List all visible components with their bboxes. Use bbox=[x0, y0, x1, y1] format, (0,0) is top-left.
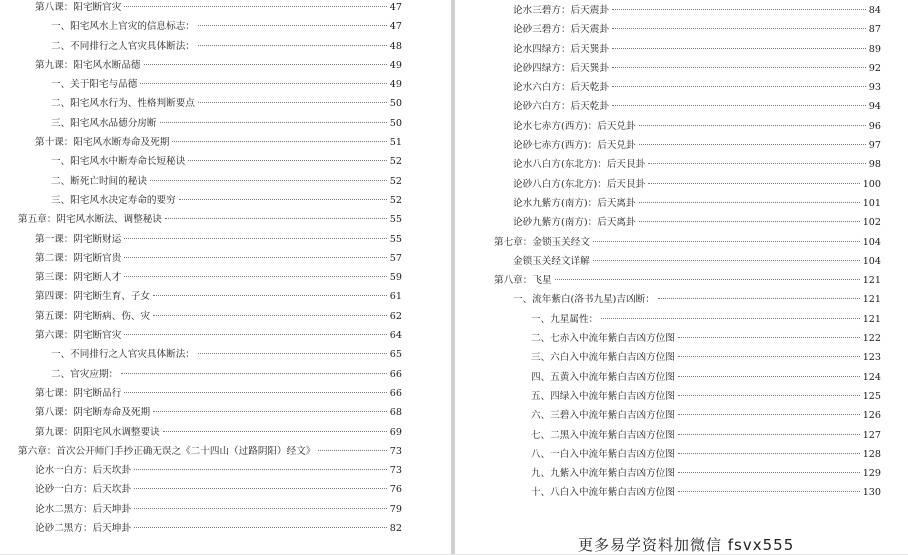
toc-entry[interactable] bbox=[455, 20, 908, 39]
toc-entry-page-number: 82 bbox=[390, 519, 402, 538]
dot-leader bbox=[678, 376, 860, 377]
toc-entry-title: 四、五黄入中流年紫白吉凶方位图 bbox=[531, 368, 675, 387]
toc-entry-title: 论水四绿方：后天巽卦 bbox=[513, 40, 609, 59]
dot-leader bbox=[639, 202, 860, 203]
toc-entry[interactable] bbox=[455, 213, 908, 232]
toc-entry-title: 第十课：阳宅风水断寿命及死期 bbox=[35, 133, 169, 152]
toc-entry-title: 论砂二黑方：后天坤卦 bbox=[35, 519, 131, 538]
dot-leader bbox=[648, 163, 866, 164]
toc-entry-title: 一、不同排行之人官灾具体断法： bbox=[51, 345, 195, 364]
toc-entry[interactable] bbox=[455, 155, 908, 174]
toc-entry[interactable] bbox=[455, 445, 908, 464]
toc-entry[interactable] bbox=[0, 365, 451, 384]
dot-leader bbox=[124, 238, 386, 239]
toc-entry-page-number: 98 bbox=[869, 155, 881, 174]
toc-entry-title: 三、阳宅风水决定寿命的要穷 bbox=[51, 191, 176, 210]
toc-entry-page-number: 50 bbox=[390, 114, 402, 133]
toc-entry-page-number: 47 bbox=[390, 0, 402, 17]
toc-entry-title: 二、七赤入中流年紫白吉凶方位图 bbox=[531, 329, 675, 348]
toc-entry[interactable] bbox=[0, 114, 451, 133]
toc-entry-title: 第七课：阴宅断品行 bbox=[35, 384, 121, 403]
toc-entry-page-number: 130 bbox=[863, 483, 881, 502]
dot-leader bbox=[678, 337, 860, 338]
toc-entry-title: 论水九紫方(南方)：后天离卦 bbox=[513, 194, 636, 213]
dot-leader bbox=[678, 356, 860, 357]
toc-entry-title: 二、不同排行之人官灾具体断法： bbox=[51, 37, 195, 56]
dot-leader bbox=[124, 6, 386, 7]
dot-leader bbox=[678, 453, 860, 454]
dot-leader bbox=[124, 334, 386, 335]
toc-entry-page-number: 73 bbox=[390, 442, 402, 461]
dot-leader bbox=[188, 160, 386, 161]
toc-entry-title: 第八章：飞星 bbox=[494, 271, 552, 290]
toc-entry[interactable] bbox=[455, 117, 908, 136]
toc-entry-title: 九、九紫入中流年紫白吉凶方位图 bbox=[531, 464, 675, 483]
toc-entry-page-number: 102 bbox=[863, 213, 881, 232]
toc-entry-title: 第四课：阴宅断生育、子女 bbox=[35, 287, 150, 306]
right-toc-list bbox=[455, 1, 908, 503]
toc-entry-title: 六、三碧入中流年紫白吉凶方位图 bbox=[531, 406, 675, 425]
left-document-page bbox=[0, 0, 451, 554]
toc-entry[interactable] bbox=[455, 464, 908, 483]
toc-entry-page-number: 76 bbox=[390, 480, 402, 499]
toc-entry-page-number: 65 bbox=[390, 345, 402, 364]
toc-entry-title: 二、断死亡时间的秘诀 bbox=[51, 172, 147, 191]
toc-entry-title: 七、二黑入中流年紫白吉凶方位图 bbox=[531, 426, 675, 445]
dot-leader bbox=[124, 276, 386, 277]
dot-leader bbox=[163, 431, 387, 432]
dot-leader bbox=[144, 64, 387, 65]
dot-leader bbox=[678, 414, 860, 415]
toc-entry-page-number: 73 bbox=[390, 461, 402, 480]
toc-entry-title: 第九课：阳宅风水断品德 bbox=[35, 56, 141, 75]
toc-entry[interactable] bbox=[455, 136, 908, 155]
dot-leader bbox=[658, 298, 860, 299]
toc-entry[interactable] bbox=[455, 290, 908, 309]
toc-entry[interactable] bbox=[0, 56, 451, 75]
toc-entry[interactable] bbox=[455, 40, 908, 59]
toc-entry[interactable] bbox=[455, 194, 908, 213]
toc-entry-page-number: 126 bbox=[863, 406, 881, 425]
dot-leader bbox=[678, 395, 860, 396]
toc-entry[interactable] bbox=[455, 175, 908, 194]
toc-entry-title: 第六章：首次公开师门手抄正确无误之《二十四山（过路阴阳）经文》 bbox=[18, 442, 315, 461]
toc-entry[interactable] bbox=[0, 500, 451, 519]
toc-entry[interactable] bbox=[0, 172, 451, 191]
toc-entry[interactable] bbox=[455, 387, 908, 406]
toc-entry-title: 二、阳宅风水行为、性格判断要点 bbox=[51, 94, 195, 113]
toc-entry-page-number: 47 bbox=[390, 17, 402, 36]
toc-entry-title: 论水三碧方：后天震卦 bbox=[513, 1, 609, 20]
toc-entry-title: 论砂六白方：后天乾卦 bbox=[513, 97, 609, 116]
dot-leader bbox=[639, 144, 866, 145]
toc-entry-title: 论砂九紫方(南方)：后天离卦 bbox=[513, 213, 636, 232]
toc-entry-title: 一、九星属性： bbox=[531, 310, 598, 329]
toc-entry[interactable] bbox=[0, 94, 451, 113]
toc-entry[interactable] bbox=[0, 152, 451, 171]
toc-entry-title: 一、阳宅风水中断寿命长短秘诀 bbox=[51, 152, 185, 171]
dot-leader bbox=[140, 83, 386, 84]
toc-entry-page-number: 79 bbox=[390, 500, 402, 519]
toc-entry-page-number: 97 bbox=[869, 136, 881, 155]
toc-entry-page-number: 129 bbox=[863, 464, 881, 483]
toc-entry[interactable] bbox=[455, 348, 908, 367]
toc-entry-page-number: 101 bbox=[863, 194, 881, 213]
toc-entry[interactable] bbox=[455, 483, 908, 502]
toc-entry[interactable] bbox=[455, 252, 908, 271]
toc-entry[interactable] bbox=[455, 329, 908, 348]
toc-entry[interactable] bbox=[0, 210, 451, 229]
toc-entry[interactable] bbox=[0, 461, 451, 480]
toc-entry-page-number: 124 bbox=[863, 368, 881, 387]
toc-entry-page-number: 128 bbox=[863, 445, 881, 464]
dot-leader bbox=[639, 125, 866, 126]
toc-entry-page-number: 122 bbox=[863, 329, 881, 348]
toc-entry[interactable] bbox=[455, 78, 908, 97]
toc-entry-page-number: 57 bbox=[390, 249, 402, 268]
toc-entry-page-number: 62 bbox=[390, 307, 402, 326]
dot-leader bbox=[124, 392, 386, 393]
toc-entry-page-number: 127 bbox=[863, 426, 881, 445]
toc-entry-title: 论水六白方：后天乾卦 bbox=[513, 78, 609, 97]
toc-entry-page-number: 52 bbox=[390, 191, 402, 210]
right-document-page bbox=[455, 0, 908, 554]
dot-leader bbox=[678, 434, 860, 435]
toc-entry[interactable] bbox=[0, 480, 451, 499]
toc-entry-title: 八、一白入中流年紫白吉凶方位图 bbox=[531, 445, 675, 464]
dot-leader bbox=[648, 183, 859, 184]
dot-leader bbox=[318, 450, 386, 451]
toc-entry[interactable] bbox=[0, 0, 451, 17]
toc-entry-page-number: 48 bbox=[390, 37, 402, 56]
dot-leader bbox=[160, 122, 387, 123]
toc-entry-title: 一、关于阳宅与品德 bbox=[51, 75, 137, 94]
toc-entry[interactable] bbox=[455, 233, 908, 252]
toc-entry[interactable] bbox=[455, 368, 908, 387]
dot-leader bbox=[612, 86, 866, 87]
dot-leader bbox=[172, 141, 386, 142]
toc-entry[interactable] bbox=[0, 37, 451, 56]
toc-entry[interactable] bbox=[0, 133, 451, 152]
toc-entry-title: 论砂三碧方：后天震卦 bbox=[513, 20, 609, 39]
toc-entry-title: 第一课：阴宅断财运 bbox=[35, 230, 121, 249]
dot-leader bbox=[555, 279, 860, 280]
toc-entry-title: 论砂八白方(东北方)：后天艮卦 bbox=[513, 175, 645, 194]
toc-entry-title: 论砂七赤方(西方)：后天兑卦 bbox=[513, 136, 636, 155]
toc-entry[interactable] bbox=[0, 442, 451, 461]
toc-entry-title: 第八课：阴宅断寿命及死期 bbox=[35, 403, 150, 422]
toc-entry-page-number: 66 bbox=[390, 384, 402, 403]
toc-entry-page-number: 89 bbox=[869, 40, 881, 59]
toc-entry-title: 第八课：阳宅断官灾 bbox=[35, 0, 121, 17]
toc-entry-page-number: 50 bbox=[390, 94, 402, 113]
dot-leader bbox=[150, 180, 387, 181]
toc-entry[interactable] bbox=[455, 97, 908, 116]
toc-entry[interactable] bbox=[455, 426, 908, 445]
left-toc-list bbox=[0, 0, 451, 538]
toc-entry-title: 论砂一白方：后天坎卦 bbox=[35, 480, 131, 499]
toc-entry-title: 第六课：阴宅断官灾 bbox=[35, 326, 121, 345]
toc-entry[interactable] bbox=[0, 326, 451, 345]
dot-leader bbox=[134, 488, 387, 489]
toc-entry-page-number: 94 bbox=[869, 97, 881, 116]
dot-leader bbox=[134, 527, 387, 528]
dot-leader bbox=[124, 257, 386, 258]
toc-entry-page-number: 69 bbox=[390, 423, 402, 442]
dot-leader bbox=[153, 411, 387, 412]
toc-entry-title: 第三课：阴宅断人才 bbox=[35, 268, 121, 287]
toc-entry-title: 金锁玉关经文详解 bbox=[513, 252, 590, 271]
dot-leader bbox=[612, 9, 866, 10]
toc-entry-title: 二、官灾应期： bbox=[51, 365, 118, 384]
toc-entry-page-number: 68 bbox=[390, 403, 402, 422]
toc-entry-title: 论砂四绿方：后天巽卦 bbox=[513, 59, 609, 78]
toc-entry[interactable] bbox=[0, 17, 451, 36]
toc-entry[interactable] bbox=[455, 310, 908, 329]
toc-entry-page-number: 96 bbox=[869, 117, 881, 136]
dot-leader bbox=[639, 221, 860, 222]
toc-entry-page-number: 87 bbox=[869, 20, 881, 39]
toc-entry[interactable] bbox=[0, 403, 451, 422]
toc-entry-page-number: 59 bbox=[390, 268, 402, 287]
toc-entry-title: 论水七赤方(西方)：后天兑卦 bbox=[513, 117, 636, 136]
toc-entry-page-number: 84 bbox=[869, 1, 881, 20]
toc-entry-page-number: 52 bbox=[390, 152, 402, 171]
toc-entry-page-number: 104 bbox=[863, 252, 881, 271]
toc-entry[interactable] bbox=[0, 384, 451, 403]
dot-leader bbox=[153, 315, 387, 316]
wechat-watermark: 更多易学资料加微信 fsvx555 bbox=[578, 534, 794, 555]
dot-leader bbox=[153, 295, 387, 296]
toc-entry-title: 一、流年紫白(洛书九星)吉凶断： bbox=[513, 290, 655, 309]
dot-leader bbox=[198, 25, 387, 26]
dot-leader bbox=[612, 67, 866, 68]
toc-entry-page-number: 64 bbox=[390, 326, 402, 345]
toc-entry-title: 十、八白入中流年紫白吉凶方位图 bbox=[531, 483, 675, 502]
toc-entry-page-number: 51 bbox=[390, 133, 402, 152]
toc-entry-title: 一、阳宅风水上官灾的信息标志： bbox=[51, 17, 195, 36]
dot-leader bbox=[198, 353, 387, 354]
toc-entry-page-number: 93 bbox=[869, 78, 881, 97]
dot-leader bbox=[593, 260, 860, 261]
toc-entry-title: 第五章：阴宅风水断法、调整秘诀 bbox=[18, 210, 162, 229]
dot-leader bbox=[134, 469, 387, 470]
toc-entry-title: 三、六白入中流年紫白吉凶方位图 bbox=[531, 348, 675, 367]
toc-entry-title: 第九课：阴阳宅风水调整要诀 bbox=[35, 423, 160, 442]
toc-entry[interactable] bbox=[455, 271, 908, 290]
toc-entry[interactable] bbox=[0, 268, 451, 287]
dot-leader bbox=[198, 45, 387, 46]
dot-leader bbox=[612, 28, 866, 29]
toc-entry[interactable] bbox=[0, 345, 451, 364]
toc-entry-title: 第七章：金锁玉关经文 bbox=[494, 233, 590, 252]
toc-entry-page-number: 49 bbox=[390, 75, 402, 94]
toc-entry[interactable] bbox=[455, 59, 908, 78]
toc-entry-title: 论水一白方：后天坎卦 bbox=[35, 461, 131, 480]
toc-entry-page-number: 66 bbox=[390, 365, 402, 384]
toc-entry-page-number: 49 bbox=[390, 56, 402, 75]
toc-entry[interactable] bbox=[455, 406, 908, 425]
dot-leader bbox=[612, 105, 866, 106]
toc-entry[interactable] bbox=[0, 75, 451, 94]
toc-entry-page-number: 55 bbox=[390, 210, 402, 229]
dot-leader bbox=[198, 102, 387, 103]
toc-entry-page-number: 100 bbox=[863, 175, 881, 194]
dot-leader bbox=[121, 373, 387, 374]
toc-entry[interactable] bbox=[455, 1, 908, 20]
toc-entry-page-number: 61 bbox=[390, 287, 402, 306]
toc-entry-page-number: 121 bbox=[863, 290, 881, 309]
toc-entry-page-number: 125 bbox=[863, 387, 881, 406]
toc-entry-page-number: 52 bbox=[390, 172, 402, 191]
toc-entry-title: 论水二黑方：后天坤卦 bbox=[35, 500, 131, 519]
toc-entry[interactable] bbox=[0, 307, 451, 326]
toc-entry-page-number: 121 bbox=[863, 271, 881, 290]
toc-entry-title: 第二课：阴宅断官贵 bbox=[35, 249, 121, 268]
toc-entry-title: 五、四绿入中流年紫白吉凶方位图 bbox=[531, 387, 675, 406]
dot-leader bbox=[601, 318, 860, 319]
toc-entry-page-number: 92 bbox=[869, 59, 881, 78]
toc-entry-page-number: 121 bbox=[863, 310, 881, 329]
toc-entry[interactable] bbox=[0, 249, 451, 268]
dot-leader bbox=[678, 472, 860, 473]
dot-leader bbox=[165, 218, 387, 219]
toc-entry[interactable] bbox=[0, 519, 451, 538]
dot-leader bbox=[179, 199, 387, 200]
toc-entry-title: 三、阳宅风水品德分房断 bbox=[51, 114, 157, 133]
toc-entry[interactable] bbox=[0, 191, 451, 210]
toc-entry-page-number: 55 bbox=[390, 230, 402, 249]
toc-entry-title: 论水八白方(东北方)：后天艮卦 bbox=[513, 155, 645, 174]
toc-entry-page-number: 104 bbox=[863, 233, 881, 252]
dot-leader bbox=[134, 508, 387, 509]
toc-entry-page-number: 123 bbox=[863, 348, 881, 367]
dot-leader bbox=[612, 48, 866, 49]
toc-entry[interactable] bbox=[0, 287, 451, 306]
dot-leader bbox=[678, 491, 860, 492]
dot-leader bbox=[593, 241, 860, 242]
toc-entry[interactable] bbox=[0, 230, 451, 249]
toc-entry[interactable] bbox=[0, 423, 451, 442]
toc-entry-title: 第五课：阴宅断病、伤、灾 bbox=[35, 307, 150, 326]
